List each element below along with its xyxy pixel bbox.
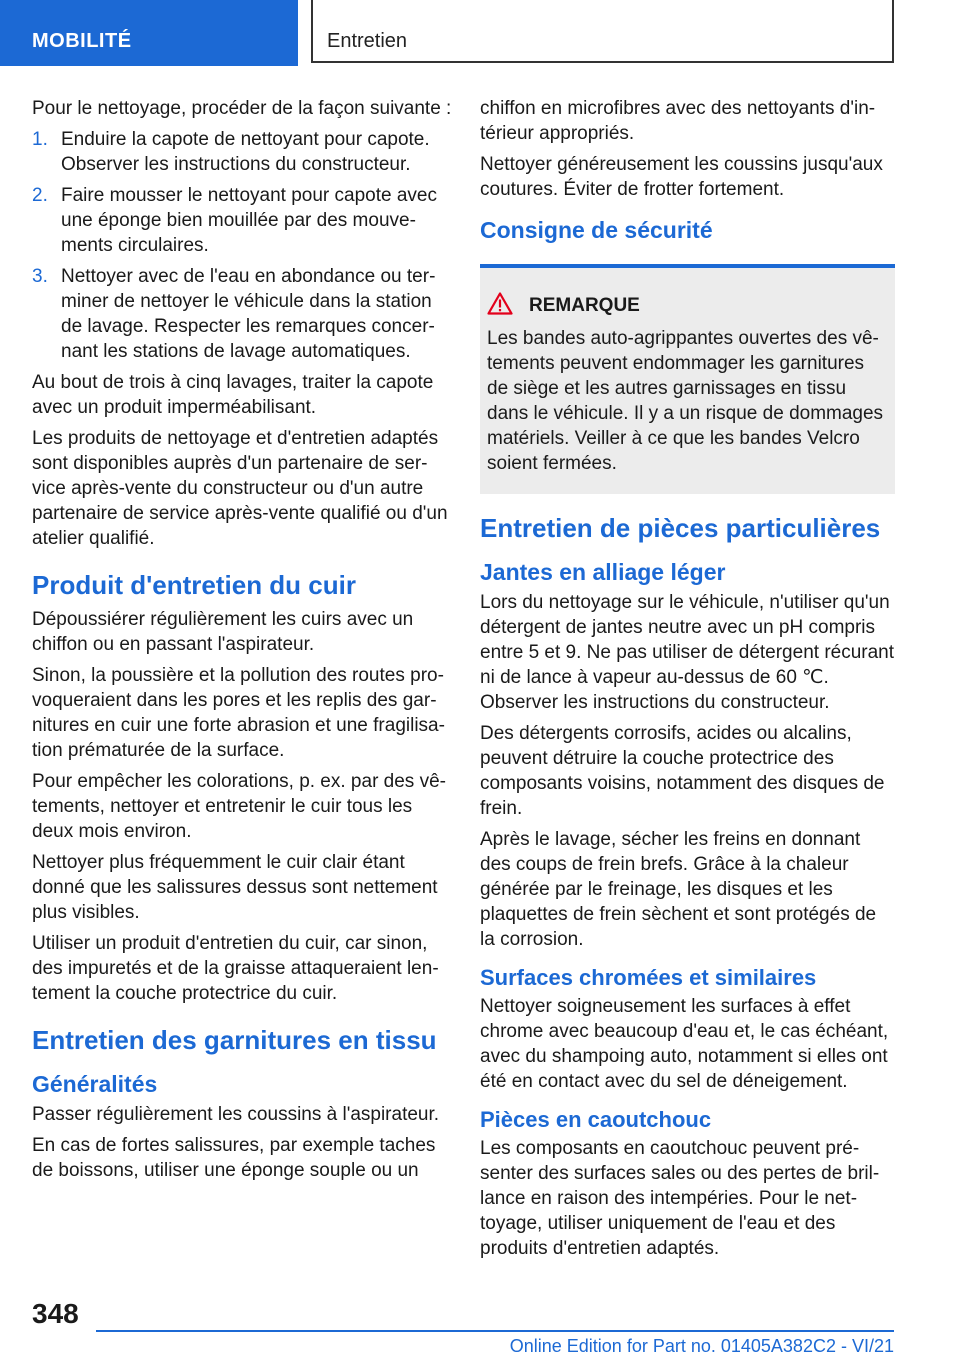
- safety-heading: Consigne de sécurité: [480, 217, 713, 243]
- paragraph: Lors du nettoyage sur le véhicule, n'utiliser qu'un détergent de jantes neutre avec un pH compris entre 5 et 9. Ne pas utiliser de détergent récurant ni de lance à vapeur au-dessus de 60 ℃. Observer les instructions du constructeur.: [480, 592, 895, 713]
- step-text: Nettoyer avec de l'eau en abondance ou terminer de nettoyer le véhicule dans la station de lavage. Respecter les remarques concernant les stations de lavage automatiques.: [61, 266, 436, 362]
- list-item: [32, 183, 452, 258]
- notice-box: [480, 264, 895, 494]
- chrome-heading: Surfaces chromées et similaires: [480, 965, 817, 990]
- page-header: [0, 0, 960, 66]
- page-number: 348: [32, 1298, 79, 1329]
- notice-title: REMARQUE: [529, 295, 640, 316]
- notice-text: Les bandes auto-agrippantes ouvertes des vêtements peuvent endommager les garnitures de siège et les autres garnissages en tissu dans le véhicule. Il y a un risque de dommages matériels. Veiller à ce que les bandes Velcro soient fermées.: [487, 328, 884, 474]
- step-text: Faire mousser le nettoyant pour capote avec une éponge bien mouillée par des mouvements circulaires.: [61, 185, 437, 256]
- step-number: 3.: [32, 266, 48, 287]
- intro-paragraph: Pour le nettoyage, procéder de la façon suivante :: [32, 98, 452, 119]
- paragraph: En cas de fortes salissures, par exemple taches de boissons, utiliser une éponge souple ou un: [32, 1135, 436, 1181]
- warning-triangle-icon: [487, 292, 513, 320]
- edition-text: Online Edition for Part no. 01405A382C2 - VI/21: [509, 1336, 894, 1356]
- list-item: [32, 127, 452, 177]
- steps-list: [32, 127, 452, 364]
- section-label: MOBILITÉ: [32, 30, 132, 52]
- fabric-heading: Entretien des garnitures en tissu: [32, 1025, 437, 1055]
- paragraph: Pour empêcher les colorations, p. ex. par des vêtements, nettoyer et entretenir le cuir tous les deux mois environ.: [32, 771, 446, 842]
- step-number: 2.: [32, 185, 48, 206]
- paragraph: Passer régulièrement les coussins à l'aspirateur.: [32, 1104, 440, 1125]
- left-column: [32, 96, 452, 1189]
- parts-heading: Entretien de pièces particulières: [480, 513, 881, 543]
- paragraph: Nettoyer soigneusement les surfaces à effet chrome avec beaucoup d'eau et, le cas échéant, avec du shampoing auto, notamment si elles ont été en contact avec du sel de déneigement.: [480, 996, 889, 1092]
- list-item: [32, 264, 452, 364]
- step-text: Enduire la capote de nettoyant pour capote. Observer les instructions du constructeur.: [61, 129, 430, 175]
- paragraph: Nettoyer généreusement les coussins jusqu'aux coutures. Éviter de frotter fortement.: [480, 154, 883, 200]
- paragraph: Sinon, la poussière et la pollution des routes provoqueraient dans les pores et les replis des garnitures en cuir une forte abrasion et une fragilisation prématurée de la surface.: [32, 665, 445, 761]
- paragraph: Au bout de trois à cinq lavages, traiter la capote avec un produit imperméabilisant.: [32, 372, 434, 418]
- right-column: [480, 96, 895, 1267]
- section-tab: [0, 0, 298, 66]
- chapter-box: [311, 0, 894, 63]
- footer-divider: [96, 1330, 894, 1332]
- general-heading: Généralités: [32, 1071, 158, 1097]
- paragraph: Nettoyer plus fréquemment le cuir clair étant donné que les salissures dessus sont nettement plus visibles.: [32, 852, 438, 923]
- leather-heading: Produit d'entretien du cuir: [32, 570, 356, 600]
- paragraph: Les composants en caoutchouc peuvent présenter des surfaces sales ou des pertes de brillance en raison des intempéries. Pour le nettoyage, utiliser uniquement de l'eau et des produits d'entretien adaptés.: [480, 1138, 880, 1259]
- chapter-title: Entretien: [327, 30, 408, 52]
- paragraph: chiffon en microfibres avec des nettoyants d'intérieur appropriés.: [480, 98, 876, 144]
- notice-header: [487, 292, 887, 320]
- rims-heading: Jantes en alliage léger: [480, 559, 726, 585]
- paragraph: Après le lavage, sécher les freins en donnant des coups de frein brefs. Grâce à la chaleur générée par le freinage, les disques et les plaquettes de frein sèchent et sont protégés de la corrosion.: [480, 829, 877, 950]
- paragraph: Utiliser un produit d'entretien du cuir, car sinon, des impuretés et de la graisse attaqueraient lentement la couche protectrice du cuir.: [32, 933, 439, 1004]
- step-number: 1.: [32, 129, 48, 150]
- paragraph: Des détergents corrosifs, acides ou alcalins, peuvent détruire la couche protectrice des composants voisins, notamment des disques de frein.: [480, 723, 885, 819]
- paragraph: Dépoussiérer régulièrement les cuirs avec un chiffon ou en passant l'aspirateur.: [32, 609, 414, 655]
- paragraph: Les produits de nettoyage et d'entretien adaptés sont disponibles auprès d'un partenaire de service après-vente du constructeur ou d'un autre partenaire de service après-vente qualifié ou d'un atelier qualifié.: [32, 428, 448, 549]
- rubber-heading: Pièces en caoutchouc: [480, 1107, 712, 1132]
